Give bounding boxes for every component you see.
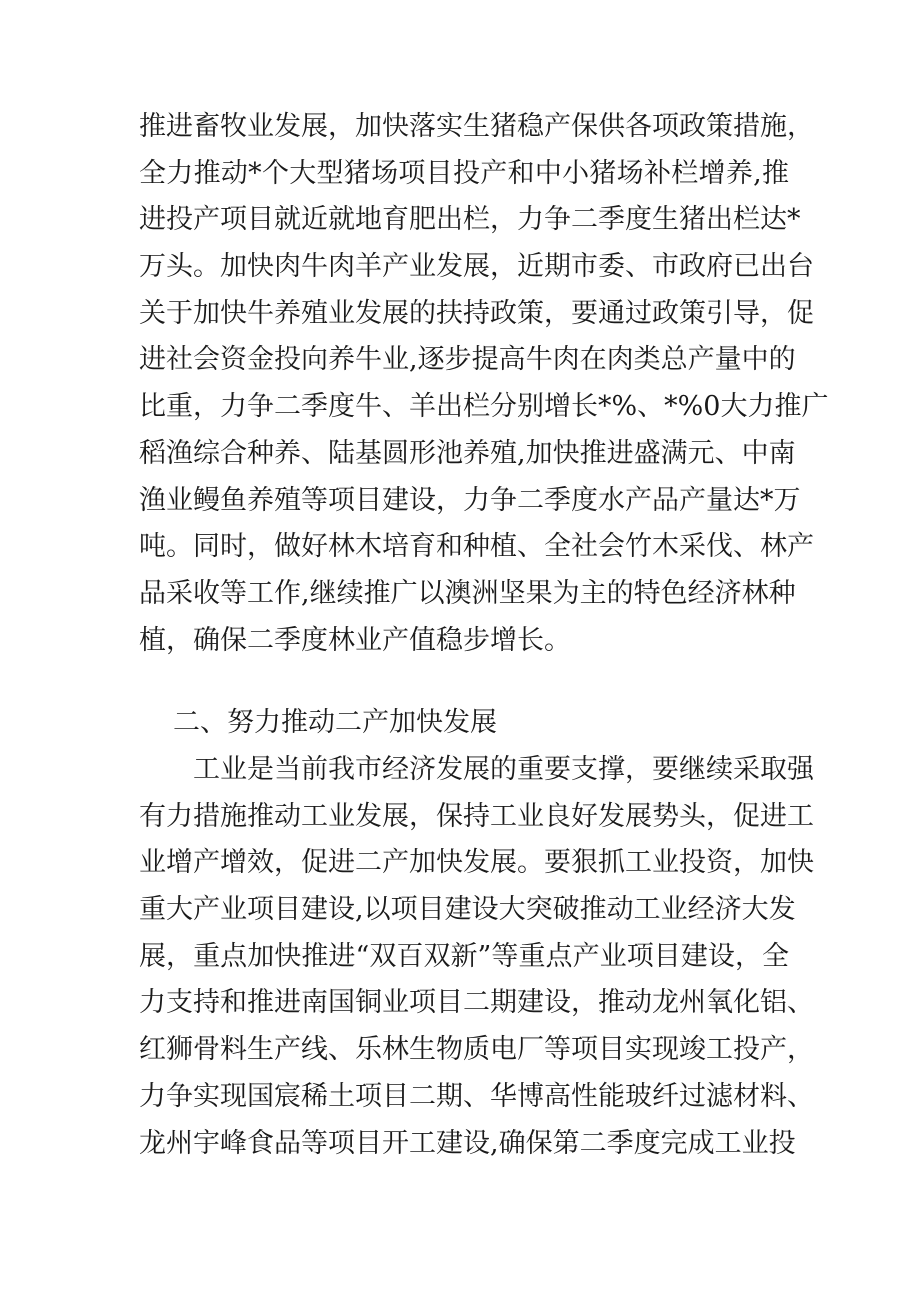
section-heading-text: 二、努力推动二产加快发展: [173, 707, 497, 738]
paragraph-line: 工业是当前我市经济发展的重要支撑，要继续采取强: [193, 754, 814, 785]
paragraph-line: 有力措施推动工业发展，保持工业良好发展势头，促进工: [139, 800, 814, 832]
paragraph-line: 品采收等工作,继续推广以澳洲坚果为主的特色经济林种: [139, 577, 796, 609]
paragraph-line: 重大产业项目建设,以项目建设大突破推动工业经济大发: [139, 894, 796, 926]
paragraph-line: 业增产增效，促进二产加快发展。要狠抓工业投资，加快: [139, 847, 814, 879]
paragraph-line: 全力推动*个大型猪场项目投产和中小猪场补栏增养,推: [139, 157, 789, 189]
paragraph-line: 力争实现国宸稀土项目二期、华博高性能玻纤过滤材料、: [139, 1080, 814, 1112]
paragraph-line: 展，重点加快推进“双百双新”等重点产业项目建设，全: [139, 940, 789, 972]
paragraph-line: 植，确保二季度林业产值稳步增长。: [139, 624, 571, 656]
paragraph-line: 渔业鳗鱼养殖等项目建设，力争二季度水产品产量达*万: [139, 484, 801, 516]
paragraph-line: 推进畜牧业发展，加快落实生猪稳产保供各项政策措施，: [139, 111, 814, 142]
paragraph-line: 红狮骨料生产线、乐林生物质电厂等项目实现竣工投产，: [139, 1034, 814, 1066]
paragraph-livestock: [139, 104, 829, 664]
paragraph-line: 力支持和推进南国铜业项目二期建设，推动龙州氧化铝、: [139, 987, 814, 1019]
paragraph-line: 龙州宇峰食品等项目开工建设,确保第二季度完成工业投: [139, 1127, 796, 1159]
paragraph-line: 稻渔综合种养、陆基圆形池养殖,加快推进盛满元、中南: [139, 437, 796, 469]
paragraph-line: 比重，力争二季度牛、羊出栏分别增长*%、*%0大力推广: [139, 391, 829, 423]
section-heading: [139, 700, 789, 747]
paragraph-line: 关于加快牛养殖业发展的扶持政策，要通过政策引导，促: [139, 297, 814, 329]
paragraph-industry: [139, 747, 814, 1167]
paragraph-line: 万头。加快肉牛肉羊产业发展，近期市委、市政府已出台: [139, 251, 814, 283]
paragraph-line: 吨。同时，做好林木培育和种植、全社会竹木采伐、林产: [139, 531, 814, 563]
paragraph-line: 进投产项目就近就地育肥出栏，力争二季度生猪出栏达*: [139, 204, 801, 236]
paragraph-line: 进社会资金投向养牛业,逐步提高牛肉在肉类总产量中的: [139, 344, 796, 376]
